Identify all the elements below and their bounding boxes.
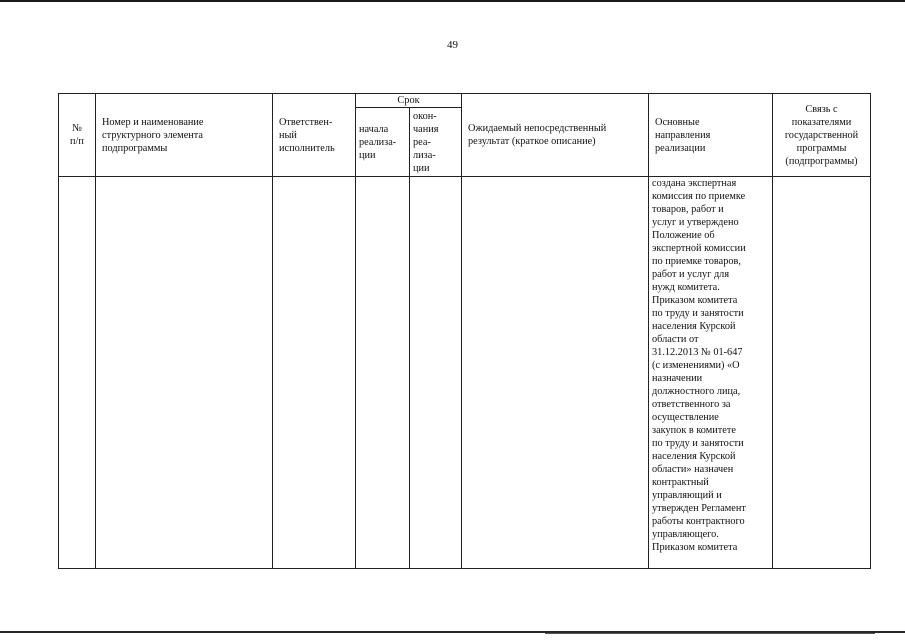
directions-line: управляющий и — [652, 490, 722, 501]
directions-line: создана экспертная — [652, 178, 737, 189]
header-directions: Основные направления реализации — [649, 94, 773, 177]
directions-line: назначении — [652, 373, 703, 384]
cell-end — [410, 177, 462, 569]
directions-line: Приказом комитета — [652, 295, 738, 306]
directions-line: по приемке товаров, — [652, 256, 741, 267]
directions-line: области» назначен — [652, 464, 734, 475]
directions-line: комиссия по приемке — [652, 191, 746, 202]
directions-line: экспертной комиссии — [652, 243, 746, 254]
directions-line: 31.12.2013 № 01-647 — [652, 347, 743, 358]
directions-line: Положение об — [652, 230, 715, 241]
header-responsible: Ответствен- ный исполнитель — [273, 94, 356, 177]
directions-line: области от — [652, 334, 699, 345]
directions-line: должностного лица, — [652, 386, 741, 397]
cell-name — [96, 177, 273, 569]
directions-line: управляющего. — [652, 529, 719, 540]
directions-line: работ и услуг для — [652, 269, 730, 280]
directions-line: товаров, работ и — [652, 204, 724, 215]
directions-line: контрактный — [652, 477, 709, 488]
table-row — [59, 177, 871, 569]
program-table — [58, 93, 871, 569]
header-name: Номер и наименование структурного элемента подпрограммы — [96, 94, 273, 177]
page-number: 49 — [447, 39, 458, 51]
directions-line: населения Курской — [652, 451, 736, 462]
directions-line: ответственного за — [652, 399, 731, 410]
directions-line: закупок в комитете — [652, 425, 736, 436]
cell-result — [462, 177, 649, 569]
directions-line: по труду и занятости — [652, 308, 744, 319]
cell-num — [59, 177, 96, 569]
directions-line: населения Курской — [652, 321, 736, 332]
directions-line: услуг и утверждено — [652, 217, 739, 228]
directions-line: Приказом комитета — [652, 542, 738, 553]
header-term: Срок — [356, 94, 462, 108]
header-end: окон- чания реа- лиза- ции — [410, 108, 462, 177]
directions-line: утвержден Регламент — [652, 503, 746, 514]
cell-start — [356, 177, 410, 569]
directions-line: работы контрактного — [652, 516, 745, 527]
directions-line: осуществление — [652, 412, 719, 423]
directions-line: нужд комитета. — [652, 282, 720, 293]
cell-directions — [649, 177, 773, 569]
scan-top-edge — [0, 0, 905, 2]
directions-line: (с изменениями) «О — [652, 360, 740, 371]
header-row-1 — [59, 94, 871, 108]
header-link: Связь с показателями государственной программы (подпрограммы) — [773, 94, 871, 177]
header-num: № п/п — [59, 94, 96, 177]
cell-responsible — [273, 177, 356, 569]
directions-line: по труду и занятости — [652, 438, 744, 449]
header-start: начала реализа- ции — [356, 108, 410, 177]
cell-link — [773, 177, 871, 569]
header-result: Ожидаемый непосредственный результат (краткое описание) — [462, 94, 649, 177]
directions-text — [652, 177, 769, 554]
scan-bottom-mark — [545, 633, 875, 634]
